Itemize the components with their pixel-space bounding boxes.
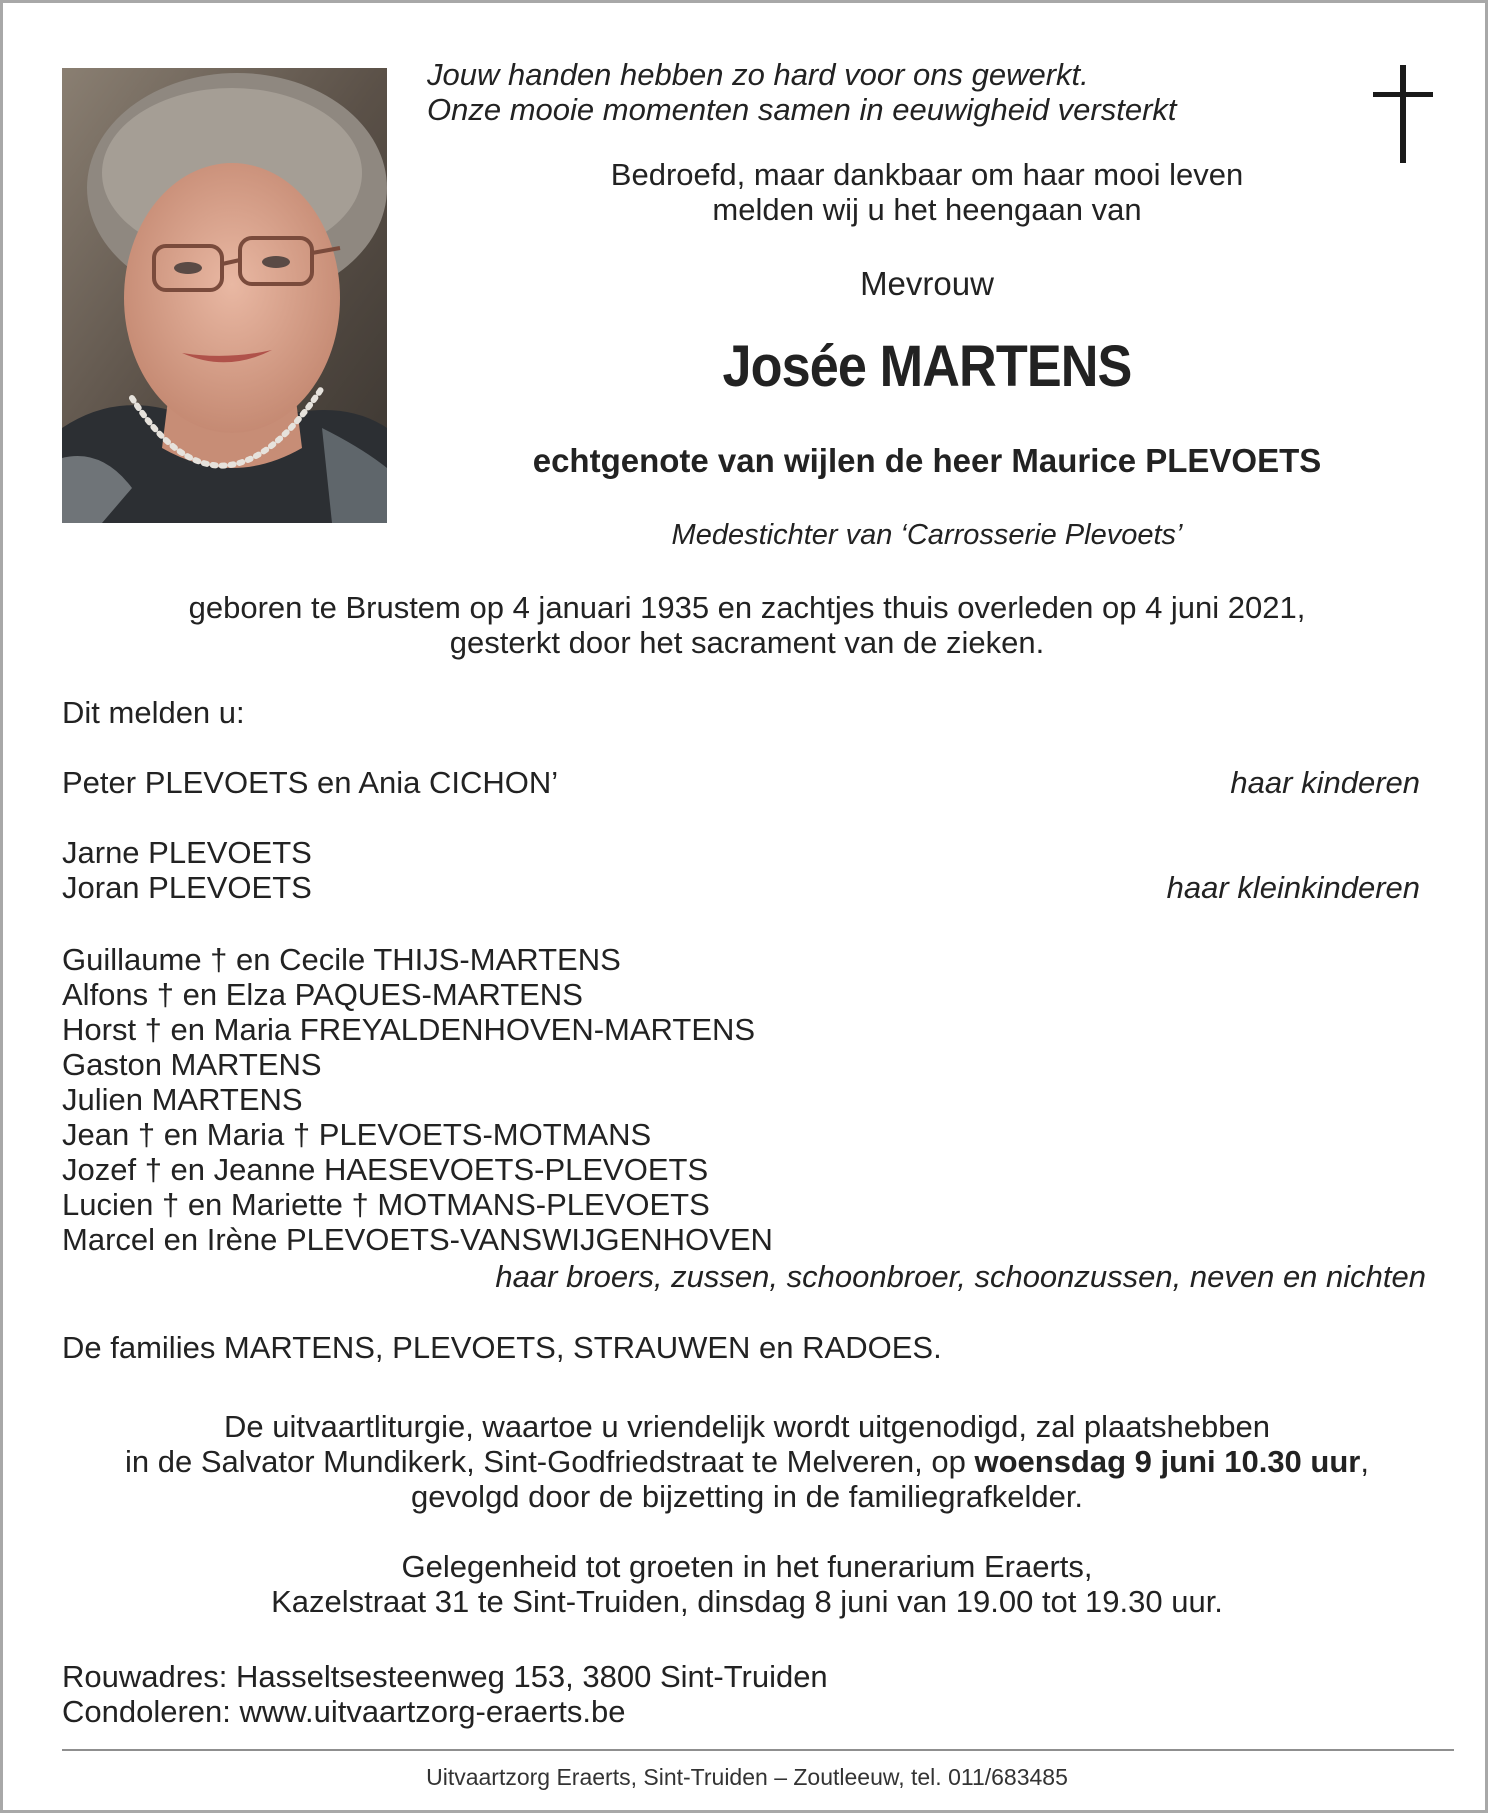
grandchildren-names	[62, 835, 312, 905]
sibling-name: Lucien † en Mariette † MOTMANS-PLEVOETS	[62, 1187, 710, 1222]
deceased-name: Josée MARTENS	[722, 334, 1132, 399]
condolence-website[interactable]: Condoleren: www.uitvaartzorg-eraerts.be	[62, 1694, 626, 1729]
intro-line: Bedroefd, maar dankbaar om haar mooi leven	[610, 157, 1244, 192]
portrait-photo	[62, 68, 387, 523]
viewing-line: Kazelstraat 31 te Sint-Truiden, dinsdag 8 juni van 19.00 tot 19.30 uur.	[271, 1584, 1223, 1619]
honorific: Mevrouw	[860, 265, 994, 302]
funeral-line-date: in de Salvator Mundikerk, Sint-Godfriedstraat te Melveren, op woensdag 9 juni 10.30 uur,	[125, 1444, 1369, 1479]
viewing-line: Gelegenheid tot groeten in het funerarium Eraerts,	[401, 1549, 1093, 1584]
children-role: haar kinderen	[1230, 765, 1420, 800]
footer-divider	[62, 1749, 1454, 1751]
sibling-name: Jean † en Maria † PLEVOETS-MOTMANS	[62, 1117, 652, 1152]
birth-death-line: geboren te Brustem op 4 januari 1935 en zachtjes thuis overleden op 4 juni 2021,	[188, 590, 1306, 625]
founder-line: Medestichter van ‘Carrosserie Plevoets’	[671, 519, 1183, 551]
sibling-name: Julien MARTENS	[62, 1082, 303, 1117]
funeral-date-time: woensdag 9 juni 10.30 uur	[974, 1444, 1361, 1479]
verse	[427, 57, 1177, 127]
spouse-line: echtgenote van wijlen de heer Maurice PLEVOETS	[532, 442, 1322, 479]
funeral-info	[3, 1409, 1488, 1514]
grandchildren-role: haar kleinkinderen	[1166, 870, 1420, 905]
siblings-role: haar broers, zussen, schoonbroer, schoonzussen, neven en nichten	[495, 1259, 1426, 1294]
portrait-illustration	[62, 68, 387, 523]
sibling-name: Gaston MARTENS	[62, 1047, 322, 1082]
footer: Uitvaartzorg Eraerts, Sint-Truiden – Zoutleeuw, tel. 011/683485	[426, 1764, 1068, 1790]
sibling-name: Alfons † en Elza PAQUES-MARTENS	[62, 977, 583, 1012]
intro-line: melden wij u het heengaan van	[712, 192, 1142, 227]
sibling-name: Jozef † en Jeanne HAESEVOETS-PLEVOETS	[62, 1152, 709, 1187]
sibling-name: Marcel en Irène PLEVOETS-VANSWIJGENHOVEN	[62, 1222, 773, 1257]
verse-line: Jouw handen hebben zo hard voor ons gewerkt.	[427, 57, 1089, 92]
mourning-address: Rouwadres: Hasseltsesteenweg 153, 3800 Sint-Truiden	[62, 1659, 828, 1694]
children-names: Peter PLEVOETS en Ania CICHON’	[62, 765, 559, 800]
birth-death	[3, 590, 1488, 660]
contact-info	[62, 1659, 828, 1729]
verse-line: Onze mooie momenten samen in eeuwigheid versterkt	[427, 92, 1177, 127]
families-line: De families MARTENS, PLEVOETS, STRAUWEN en RADOES.	[62, 1330, 942, 1365]
grandchild-name: Jarne PLEVOETS	[62, 835, 312, 870]
cross-icon	[1373, 65, 1433, 163]
announce: Dit melden u:	[62, 695, 245, 730]
siblings-list	[62, 942, 773, 1257]
sibling-name: Guillaume † en Cecile THIJS-MARTENS	[62, 942, 621, 977]
intro	[427, 157, 1427, 227]
funeral-line: De uitvaartliturgie, waartoe u vriendelijk wordt uitgenodigd, zal plaatshebben	[223, 1409, 1270, 1444]
grandchild-name: Joran PLEVOETS	[62, 870, 312, 905]
birth-death-line: gesterkt door het sacrament van de zieken.	[449, 625, 1045, 660]
sibling-name: Horst † en Maria FREYALDENHOVEN-MARTENS	[62, 1012, 756, 1047]
funeral-line: gevolgd door de bijzetting in de familiegrafkelder.	[410, 1479, 1084, 1514]
viewing-info	[3, 1549, 1488, 1619]
